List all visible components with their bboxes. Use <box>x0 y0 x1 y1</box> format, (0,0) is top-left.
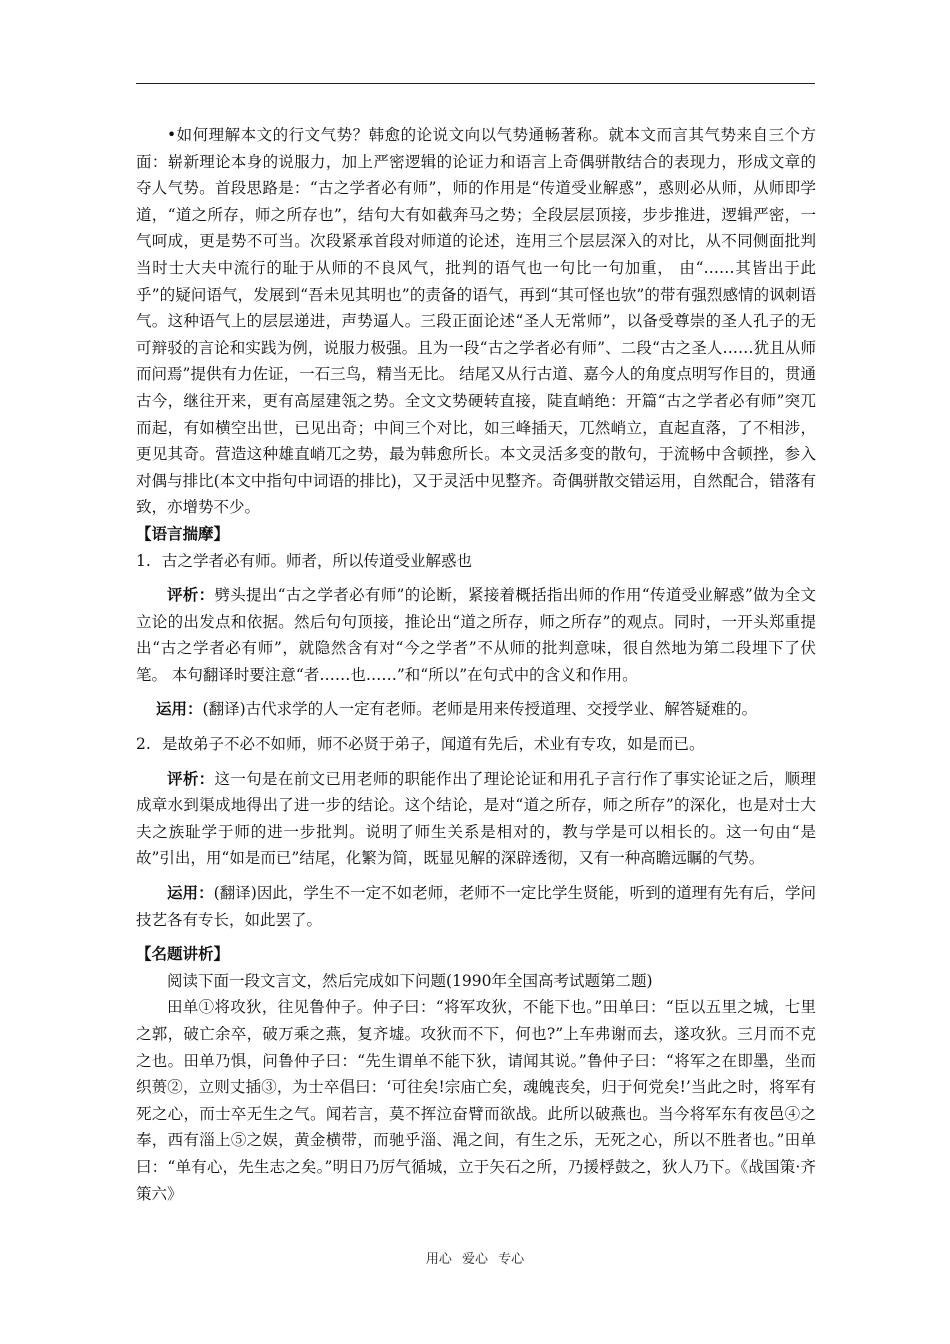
item-2-analysis-label: 评析： <box>167 768 215 788</box>
item-2-sentence <box>136 731 816 758</box>
item-1-analysis <box>136 582 816 688</box>
section-title-exam: 【名题讲析】 <box>136 944 230 964</box>
item-1-usage <box>136 696 816 723</box>
header-rule <box>136 83 815 84</box>
item-1-analysis-label: 评析： <box>167 585 215 605</box>
item-2-analysis-text: 这一句是在前文已用老师的职能作出了理论论证和用孔子言行作了事实论证之后，顺理成章水到渠成地得出了进一步的结论。这个结论，是对“道之所存，师之所存”的深化，也是对士大夫之族耻学于师的进一步批判。说明了师生关系是相对的，教与学是可以相长的。这一句由“是故”引出，用“如是而已”结尾，化繁为简，既显见解的深辟透彻，又有一种高瞻远瞩的气势。 <box>136 769 816 868</box>
item-2-usage-text: (翻译)因此，学生不一定不如老师，老师不一定比学生贤能，听到的道理有先有后，学问技艺各有专长，如此罢了。 <box>136 884 816 929</box>
item-2-usage-label: 运用： <box>167 883 214 903</box>
item-1-sentence <box>136 548 816 575</box>
item-1-number: 1. <box>136 551 151 570</box>
exam-passage: 田单①将攻狄，往见鲁仲子。仲子曰：“将军攻狄，不能下也。”田单曰：“臣以五里之城，七里之郭，破亡余卒，破万乘之燕，复齐墟。攻狄而不下，何也?”上车弗谢而去，遂攻狄。三月而不克之也。田单乃惧，问鲁仲子曰：“先生谓单不能下狄，请闻其说。”鲁仲子曰：“将军之在即墨，坐而织蒉②，立则丈插③，为士卒倡曰：‘可往矣!宗庙亡矣，魂魄丧矣，归于何党矣!’当此之时，将军有死之心，而士卒无生之气。闻若言，莫不挥泣奋臂而欲战。此所以破燕也。当今将军东有夜邑④之奉，西有淄上⑤之娱，黄金横带，而驰乎淄、渑之间，有生之乐，无死之心，所以不胜者也。”田单曰：“单有心，先生志之矣。”明日乃厉气循城，立于矢石之所，乃援桴鼓之，狄人乃下。《战国策·齐策六》 <box>136 998 816 1203</box>
item-1-usage-text: (翻译)古代求学的人一定有老师。老师是用来传授道理、交授学业、解答疑难的。 <box>202 700 758 719</box>
exam-intro: 阅读下面一段文言文，然后完成如下问题(1990年全国高考试题第二题) <box>167 971 653 990</box>
page-footer: 用心 爱心 专心 <box>425 1252 525 1267</box>
item-2-number: 2. <box>136 735 151 754</box>
item-1-text: 古之学者必有师。师者，所以传道受业解惑也 <box>162 551 473 570</box>
item-2-usage <box>136 880 816 933</box>
document-body <box>136 122 816 1207</box>
section-title-language: 【语言揣摩】 <box>136 523 230 543</box>
intro-paragraph: •如何理解本文的行文气势？韩愈的论说文向以气势通畅著称。就本文而言其气势来自三个方面：崭新理论本身的说服力，加上严密逻辑的论证力和语言上奇偶骈散结合的表现力，形成文章的夺人气势。首段思路是：“古之学者必有师”，师的作用是“传道受业解惑”，惑则必从师，从师即学道，“道之所存，师之所存也”，结句大有如截奔马之势；全段层层顶接，步步推进，逻辑严密，一气呵成，更是势不可当。次段紧承首段对师道的论述，连用三个层层深入的对比，从不同侧面批判当时士大夫中流行的耻于从师的不良风气，批判的语气也一句比一句加重， 由“……其皆出于此乎”的疑问语气，发展到“吾未见其明也”的责备的语气，再到“其可怪也欤”的带有强烈感情的讽刺语气。这种语气上的层层递进，声势逼人。三段正面论述“圣人无常师”，以备受尊崇的圣人孔子的无可辩驳的言论和实践为例，说服力极强。且为一段“古之学者必有师”、二段“古之圣人……犹且从师而问焉”提供有力佐证，一石三鸟，精当无比。 结尾又从行古道、嘉今人的角度点明写作目的，贯通古今，继往开来，更有高屋建瓴之势。全文文势硬转直接，陡直峭绝：开篇“古之学者必有师”突兀而起，有如横空出世，已见出奇；中间三个对比，如三峰插天，兀然峭立，直起直落，了不相涉，更见其奇。营造这种雄直峭兀之势，最为韩愈所长。本文灵活多变的散句，于流畅中含顿挫，参入对偶与排比(本文中指句中词语的排比)，又于灵活中见整齐。奇偶骈散交错运用，自然配合，错落有致，亦增势不少。 <box>136 126 816 517</box>
item-2-text: 是故弟子不必不如师，师不必贤于弟子，闻道有先后，术业有专攻，如是而已。 <box>162 735 705 754</box>
item-1-analysis-text: 劈头提出“古之学者必有师”的论断，紧接着概括指出师的作用“传道受业解惑”做为全文立论的出发点和依据。然后句句顶接，推论出“道之所存，师之所存”的观点。同时，一开头郑重提出“古之学者必有师”，就隐然含有对“今之学者”不从师的批判意味，很自然地为第二段埋下了伏笔。 本句翻译时要注意“者……也……”和“所以”在句式中的含义和作用。 <box>136 586 816 684</box>
item-2-analysis <box>136 766 816 872</box>
item-1-usage-label: 运用： <box>156 699 203 719</box>
